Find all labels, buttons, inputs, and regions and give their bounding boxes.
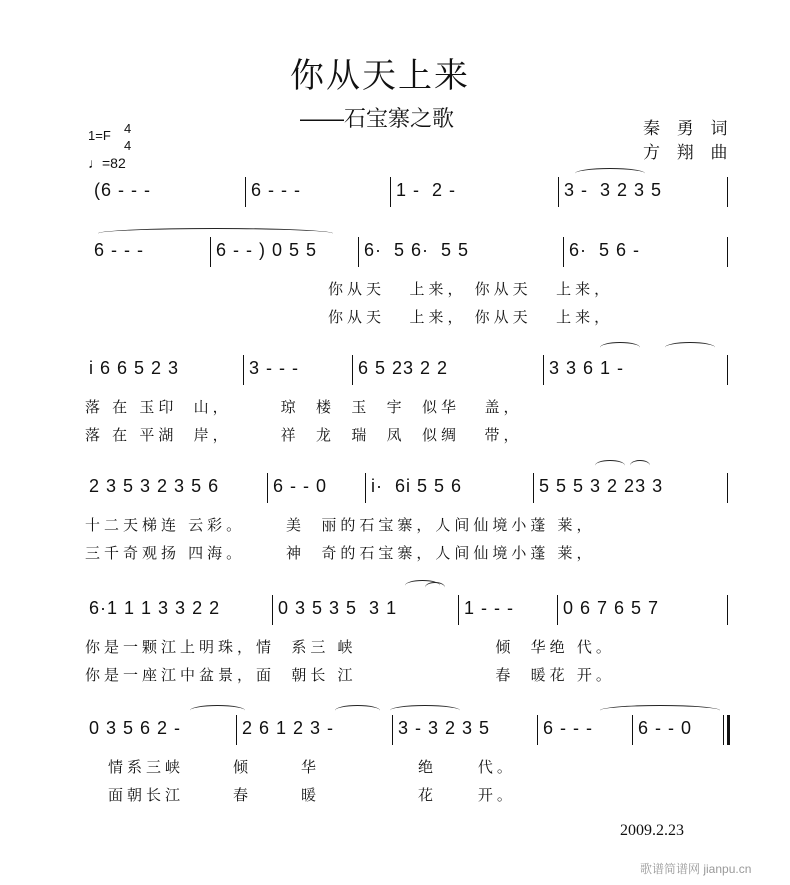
final-barline <box>727 715 730 745</box>
barline <box>537 715 538 745</box>
barline <box>358 237 359 267</box>
time-signature-top: 4 <box>124 121 132 136</box>
lyric-line-2: 你从天 上来， 你从天 上来， <box>328 309 614 326</box>
barline <box>727 473 728 503</box>
measure: 3 - 3 2 3 5 <box>564 180 663 200</box>
composer-credit: 方 翔 曲 <box>643 143 734 162</box>
barline <box>533 473 534 503</box>
song-title: 你从天上来 <box>290 57 470 95</box>
slur <box>98 228 333 239</box>
lyric-line-1: 你是一颗江上明珠，情 系三 峡 倾 华绝 代。 <box>85 639 615 656</box>
key-signature: 1=F <box>88 128 111 143</box>
slur <box>600 705 720 716</box>
barline <box>243 355 244 385</box>
barline <box>727 355 728 385</box>
barline <box>632 715 633 745</box>
lyric-line-2: 你是一座江中盆景，面 朝长 江 春 暖花 开。 <box>85 667 615 684</box>
date: 2009.2.23 <box>620 822 684 839</box>
measure: 0 3 5 6 2 - <box>89 718 182 738</box>
measure: 6 - - - <box>94 240 144 260</box>
measure: 0 6 7 6 5 7 <box>563 598 660 618</box>
lyric-line-1: 落 在 玉印 山， 琼 楼 玉 宇 似华 盖， <box>85 399 523 416</box>
lyric-line-2: 落 在 平湖 岸， 祥 龙 瑞 凤 似绸 带， <box>85 427 523 444</box>
measure: 6 - - 0 <box>273 476 328 496</box>
barline <box>210 237 211 267</box>
tempo-marking: ♩=82 <box>88 155 126 171</box>
measure: i· 6i 5 5 6 <box>371 476 463 496</box>
song-subtitle: ——石宝寨之歌 <box>300 106 455 131</box>
measure: 6 - - ) 0 5 5 <box>216 240 318 260</box>
measure: 6 5 23 2 2 <box>358 358 449 378</box>
barline <box>727 237 728 267</box>
slur <box>575 168 645 179</box>
barline <box>352 355 353 385</box>
slur <box>425 582 445 593</box>
measure: 1 - 2 - <box>396 180 457 200</box>
barline <box>558 177 559 207</box>
measure: 0 3 5 3 5 3 1 <box>278 598 398 618</box>
lyric-line-2: 面朝长江 春 暖 花 开。 <box>108 787 516 804</box>
measure: 6· 5 6· 5 5 <box>364 240 470 260</box>
measure: 6·1 1 1 3 3 2 2 <box>89 598 221 618</box>
lyric-line-1: 情系三峡 倾 华 绝 代。 <box>108 759 516 776</box>
measure: 6· 5 6 - <box>569 240 641 260</box>
slur <box>600 342 640 353</box>
barline <box>458 595 459 625</box>
measure: 6 - - 0 <box>638 718 693 738</box>
time-signature-bottom: 4 <box>124 138 132 153</box>
barline <box>392 715 393 745</box>
measure: 1 - - - <box>464 598 514 618</box>
measure: 2 6 1 2 3 - <box>242 718 335 738</box>
barline <box>563 237 564 267</box>
measure: 2 3 5 3 2 3 5 6 <box>89 476 220 496</box>
barline <box>727 595 728 625</box>
barline <box>236 715 237 745</box>
measure: 3 3 6 1 - <box>549 358 625 378</box>
slur <box>595 460 625 471</box>
lyric-line-1: 你从天 上来， 你从天 上来， <box>328 281 614 298</box>
barline <box>365 473 366 503</box>
lyric-line-1: 十二天梯连 云彩。 美 丽的石宝寨，人间仙境小蓬 莱， <box>85 517 596 534</box>
lyricist-credit: 秦 勇 词 <box>643 119 734 138</box>
measure: i 6 6 5 2 3 <box>89 358 180 378</box>
barline <box>267 473 268 503</box>
barline <box>557 595 558 625</box>
final-barline-thin <box>723 715 724 745</box>
measure: 6 - - - <box>543 718 593 738</box>
barline <box>245 177 246 207</box>
slur <box>335 705 380 716</box>
slur <box>190 705 245 716</box>
slur <box>390 705 460 716</box>
measure: 3 - - - <box>249 358 299 378</box>
slur <box>665 342 715 353</box>
slur <box>630 460 650 471</box>
watermark: 歌谱简谱网 jianpu.cn <box>640 862 752 876</box>
measure: 3 - 3 2 3 5 <box>398 718 491 738</box>
lyric-line-2: 三千奇观扬 四海。 神 奇的石宝寨，人间仙境小蓬 莱， <box>85 545 596 562</box>
barline <box>727 177 728 207</box>
measure: 6 - - - <box>251 180 301 200</box>
barline <box>272 595 273 625</box>
measure: 5 5 5 3 2 23 3 <box>539 476 664 496</box>
barline <box>543 355 544 385</box>
measure: (6 - - - <box>94 180 151 200</box>
barline <box>390 177 391 207</box>
